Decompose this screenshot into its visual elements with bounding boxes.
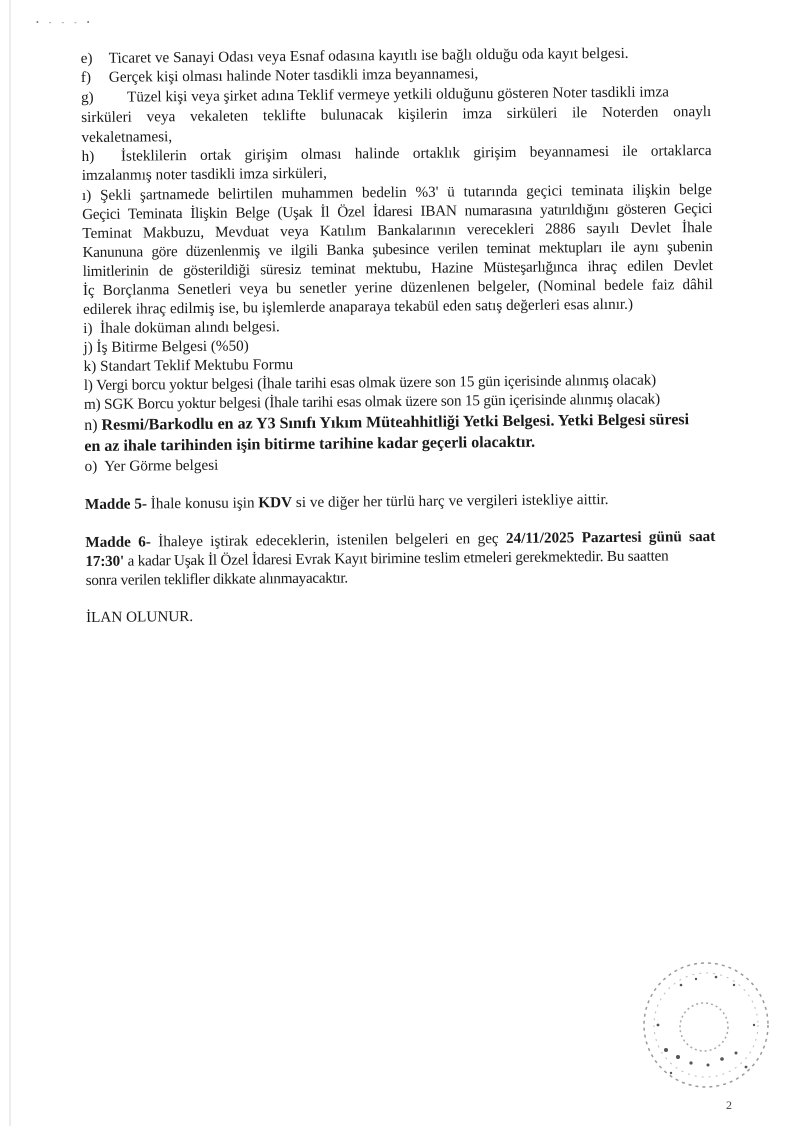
madde-5-text-end: si ve diğer her türlü harç ve vergileri istekliye aittir. [295,491,609,512]
madde-5-title: Madde 5- [84,495,148,514]
item-text: Resmi/Barkodlu en az Y3 Sınıfı Yıkım Müteahhitliği Yetki Belgesi. Yetki Belgesi süresi [101,411,690,434]
item-text: İş Bitirme Belgesi (%50) [96,337,249,356]
item-label: i) [83,319,93,338]
item-i [83,318,280,338]
item-i-dotless-line2: Geçici Teminata İlişkin Belge (Uşak İl Özel İdaresi IBAN numarasına yatırıldığını gösteren Geçici [82,199,713,224]
item-text: en az ihale tarihinden işin bitirme tarihine kadar geçerli olacaktır. [84,433,536,456]
seal-outer-ring [644,963,768,1087]
madde-6-deadline: 24/11/2025 Pazartesi günü saat [505,527,716,547]
madde-5-kdv: KDV [258,494,293,512]
item-label: ı) [81,186,92,205]
item-label: e) [80,49,93,68]
item-i-dotless-line7: edilerek ihraç edilmiş ise, bu işlemlerde anaparaya tekabül eden satış değerleri esas alınır.) [82,295,634,319]
item-text: Standart Teklif Mektubu Formu [99,356,294,375]
item-label: h) [81,147,95,166]
item-text: Ticaret ve Sanayi Odası veya Esnaf odasına kayıtlı ise bağlı olduğu oda kayıt belgesi. [108,44,629,67]
item-text: Vergi borcu yoktur belgesi (İhale tarihi esas olmak üzere son 15 gün içerisinde alınmış olacak) [96,371,657,394]
madde-6-text2: a kadar Uşak İl Özel İdaresi Evrak Kayıt birimine teslim etmeleri gerekmektedir. Bu saatten [127,547,669,570]
item-g-line2: sirküleri veya vekaleten teklifte bulunacak kişilerin imza sirküleri ile Noterden onaylı [81,103,712,127]
madde-6-text: İhaleye iştirak edeceklerin, istenilen belgeleri en geç [158,530,499,551]
item-text: SGK Borcu yoktur belgesi (İhale tarihi esas olmak üzere son 15 gün içerisinde alınmış olacak) [104,390,660,413]
item-i-dotless-line6: İç Borçlanma Senetleri veya bu senetler yerine düzenlenen belgeler, (Nominal bedele faiz dâhil [82,275,713,300]
item-j [83,337,249,357]
official-seal-stamp [636,955,776,1095]
madde-5 [85,491,609,514]
item-label: m) [83,395,101,414]
item-text: Tüzel kişi veya şirket adına Teklif vermeye yetkili olduğunu gösteren Noter tasdikli imza [126,83,669,106]
madde-6-title: Madde 6- [85,533,151,552]
item-label: j) [83,338,93,357]
item-e [81,45,629,68]
seal-inner-ring [654,973,758,1077]
item-text: İhale doküman alındı belgesi. [100,318,280,337]
item-text: Şekli şartnamede belirtilen muhammen bedelin %3' ü tutarında geçici teminata ilişkin belge [99,181,713,204]
seal-emblem [680,1003,728,1051]
item-h-line2: imzalanmış noter tasdikli imza sirküleri, [81,164,327,185]
item-text: İsteklilerin ortak girişim olması halinde ortaklık girişim beyannamesi ile ortaklarca [120,142,712,165]
item-i-dotless-line3: Teminat Makbuzu, Mevduat veya Katılım Bankalarının verecekleri 2886 sayılı Devlet İhale [82,218,713,243]
page-number: 2 [726,1098,732,1112]
item-h [82,142,712,166]
item-i-dotless-line5: limitlerinin de gösterildiği süresiz teminat mektubu, Hazine Müsteşarlığınca ihraç edilen Devlet [82,256,713,281]
closing-text: İLAN OLUNUR. [85,608,194,627]
item-o [85,457,219,476]
item-label: g) [80,88,94,107]
scan-marks: • - - - • [36,18,94,27]
item-text: Yer Görme belgesi [104,456,219,475]
madde-5-text: İhale konusu işin [150,494,255,513]
item-label: k) [83,357,97,376]
item-label: f) [80,68,92,87]
item-label: o) [84,457,98,476]
item-i-dotless-line4: Kanununa göre düzenlenmiş ve ilgili Banka şubesince verilen teminat mektupları ile aynı şubenin [82,237,713,262]
item-label: l) [83,376,93,395]
item-g-line3: vekaletnamesi, [81,128,173,147]
madde-6-line3: sonra verilen teklifler dikkate alınmayacaktır. [85,569,348,590]
item-f [81,65,479,87]
item-n [84,410,689,436]
seal-marks [657,976,756,1074]
item-text: Gerçek kişi olması halinde Noter tasdikli imza beyannamesi, [108,65,479,86]
madde-6-time: 17:30' [85,552,125,571]
item-k [84,356,294,376]
item-label: n) [84,416,98,435]
item-n-line2 [84,433,535,457]
